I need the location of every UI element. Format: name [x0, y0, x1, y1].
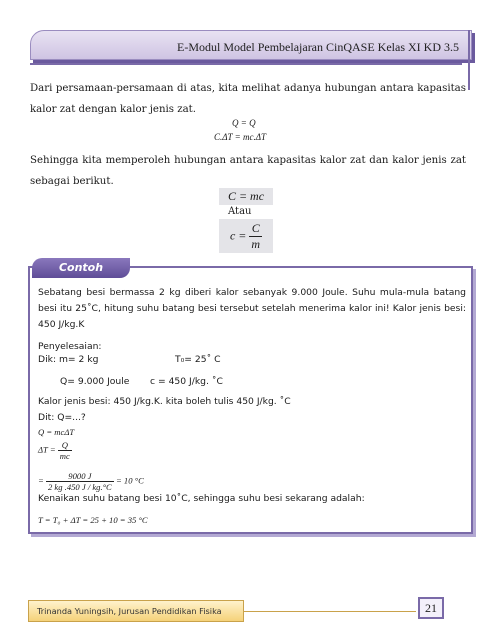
footer-rule — [244, 611, 416, 612]
header-banner — [30, 30, 472, 60]
delta-t-lhs: ΔT = — [38, 444, 56, 455]
given-heat: Q= 9.000 Joule — [60, 376, 130, 387]
header-side-rule — [468, 30, 470, 90]
fraction-denominator: m — [251, 237, 261, 251]
contoh-tab — [32, 258, 130, 278]
given-initial-temp: T₀= 25˚ C — [175, 354, 221, 365]
specific-heat-note: Kalor jenis besi: 450 J/kg.K. kita boleh tulis 450 J/kg. ˚C — [38, 396, 291, 407]
given-specific-heat: c = 450 J/kg. ˚C — [150, 376, 223, 387]
formula-calculation — [38, 471, 144, 492]
calc-equals: = — [38, 475, 44, 486]
given-mass: Dik: m= 2 kg — [38, 354, 99, 365]
temperature-rise-statement: Kenaikan suhu batang besi 10˚C, sehingga suhu besi sekarang adalah: — [38, 493, 365, 504]
delta-t-numerator: Q — [58, 440, 72, 451]
equation-heat-capacity: C.ΔT = mc.ΔT — [214, 132, 266, 142]
solution-heading: Penyelesaian: — [38, 341, 102, 352]
delta-t-fraction — [58, 440, 72, 461]
header-divider — [30, 63, 462, 65]
problem-statement: Sebatang besi bermassa 2 kg diberi kalor sebanyak 9.000 Joule. Suhu mula-mula batang besi itu 25˚C, hitung suhu batang besi tersebut setelah menerima kalor ini! Kalor jenis besi: 450 J/kg.K — [38, 287, 466, 330]
calc-denominator: 2 kg .450 J / kg.°C — [47, 482, 112, 492]
relation-paragraph: Sehingga kita memperoleh hubungan antara kapasitas kalor zat dan kalor jenis zat sebagai berikut. — [30, 155, 466, 187]
formula-lhs: c = — [229, 228, 247, 243]
footer-author-bar — [28, 600, 244, 622]
formula-fraction — [249, 221, 262, 252]
formula-final-temp: T = T₀ + ΔT = 25 + 10 = 35 °C — [38, 515, 148, 525]
delta-t-denominator: mc — [59, 451, 70, 461]
intro-paragraph: Dari persamaan-persamaan di atas, kita melihat adanya hubungan antara kapasitas kalor zat dengan kalor jenis zat. — [30, 83, 466, 115]
contoh-label: Contoh — [58, 261, 104, 274]
question: Dit: Q=...? — [38, 412, 86, 423]
calc-result: = 10 °C — [115, 475, 144, 486]
module-title: E-Modul Model Pembelajaran CinQASE Kelas XI KD 3.5 — [177, 40, 459, 54]
fraction-numerator: C — [249, 221, 262, 237]
example-box — [28, 266, 473, 534]
formula-q-mc-dt: Q = mcΔT — [38, 427, 75, 437]
footer-author: Trinanda Yuningsih, Jurusan Pendidikan Fisika — [37, 606, 222, 616]
page-number: 21 — [418, 597, 444, 619]
calc-numerator: 9000 J — [46, 471, 114, 482]
formula-c-equals-mc: C = mc — [219, 188, 273, 205]
formula-specific-heat — [219, 219, 273, 253]
atau-label: Atau — [228, 206, 252, 217]
equation-q-equals-q: Q = Q — [232, 118, 256, 128]
formula-delta-t — [38, 440, 72, 461]
calc-fraction — [46, 471, 114, 492]
